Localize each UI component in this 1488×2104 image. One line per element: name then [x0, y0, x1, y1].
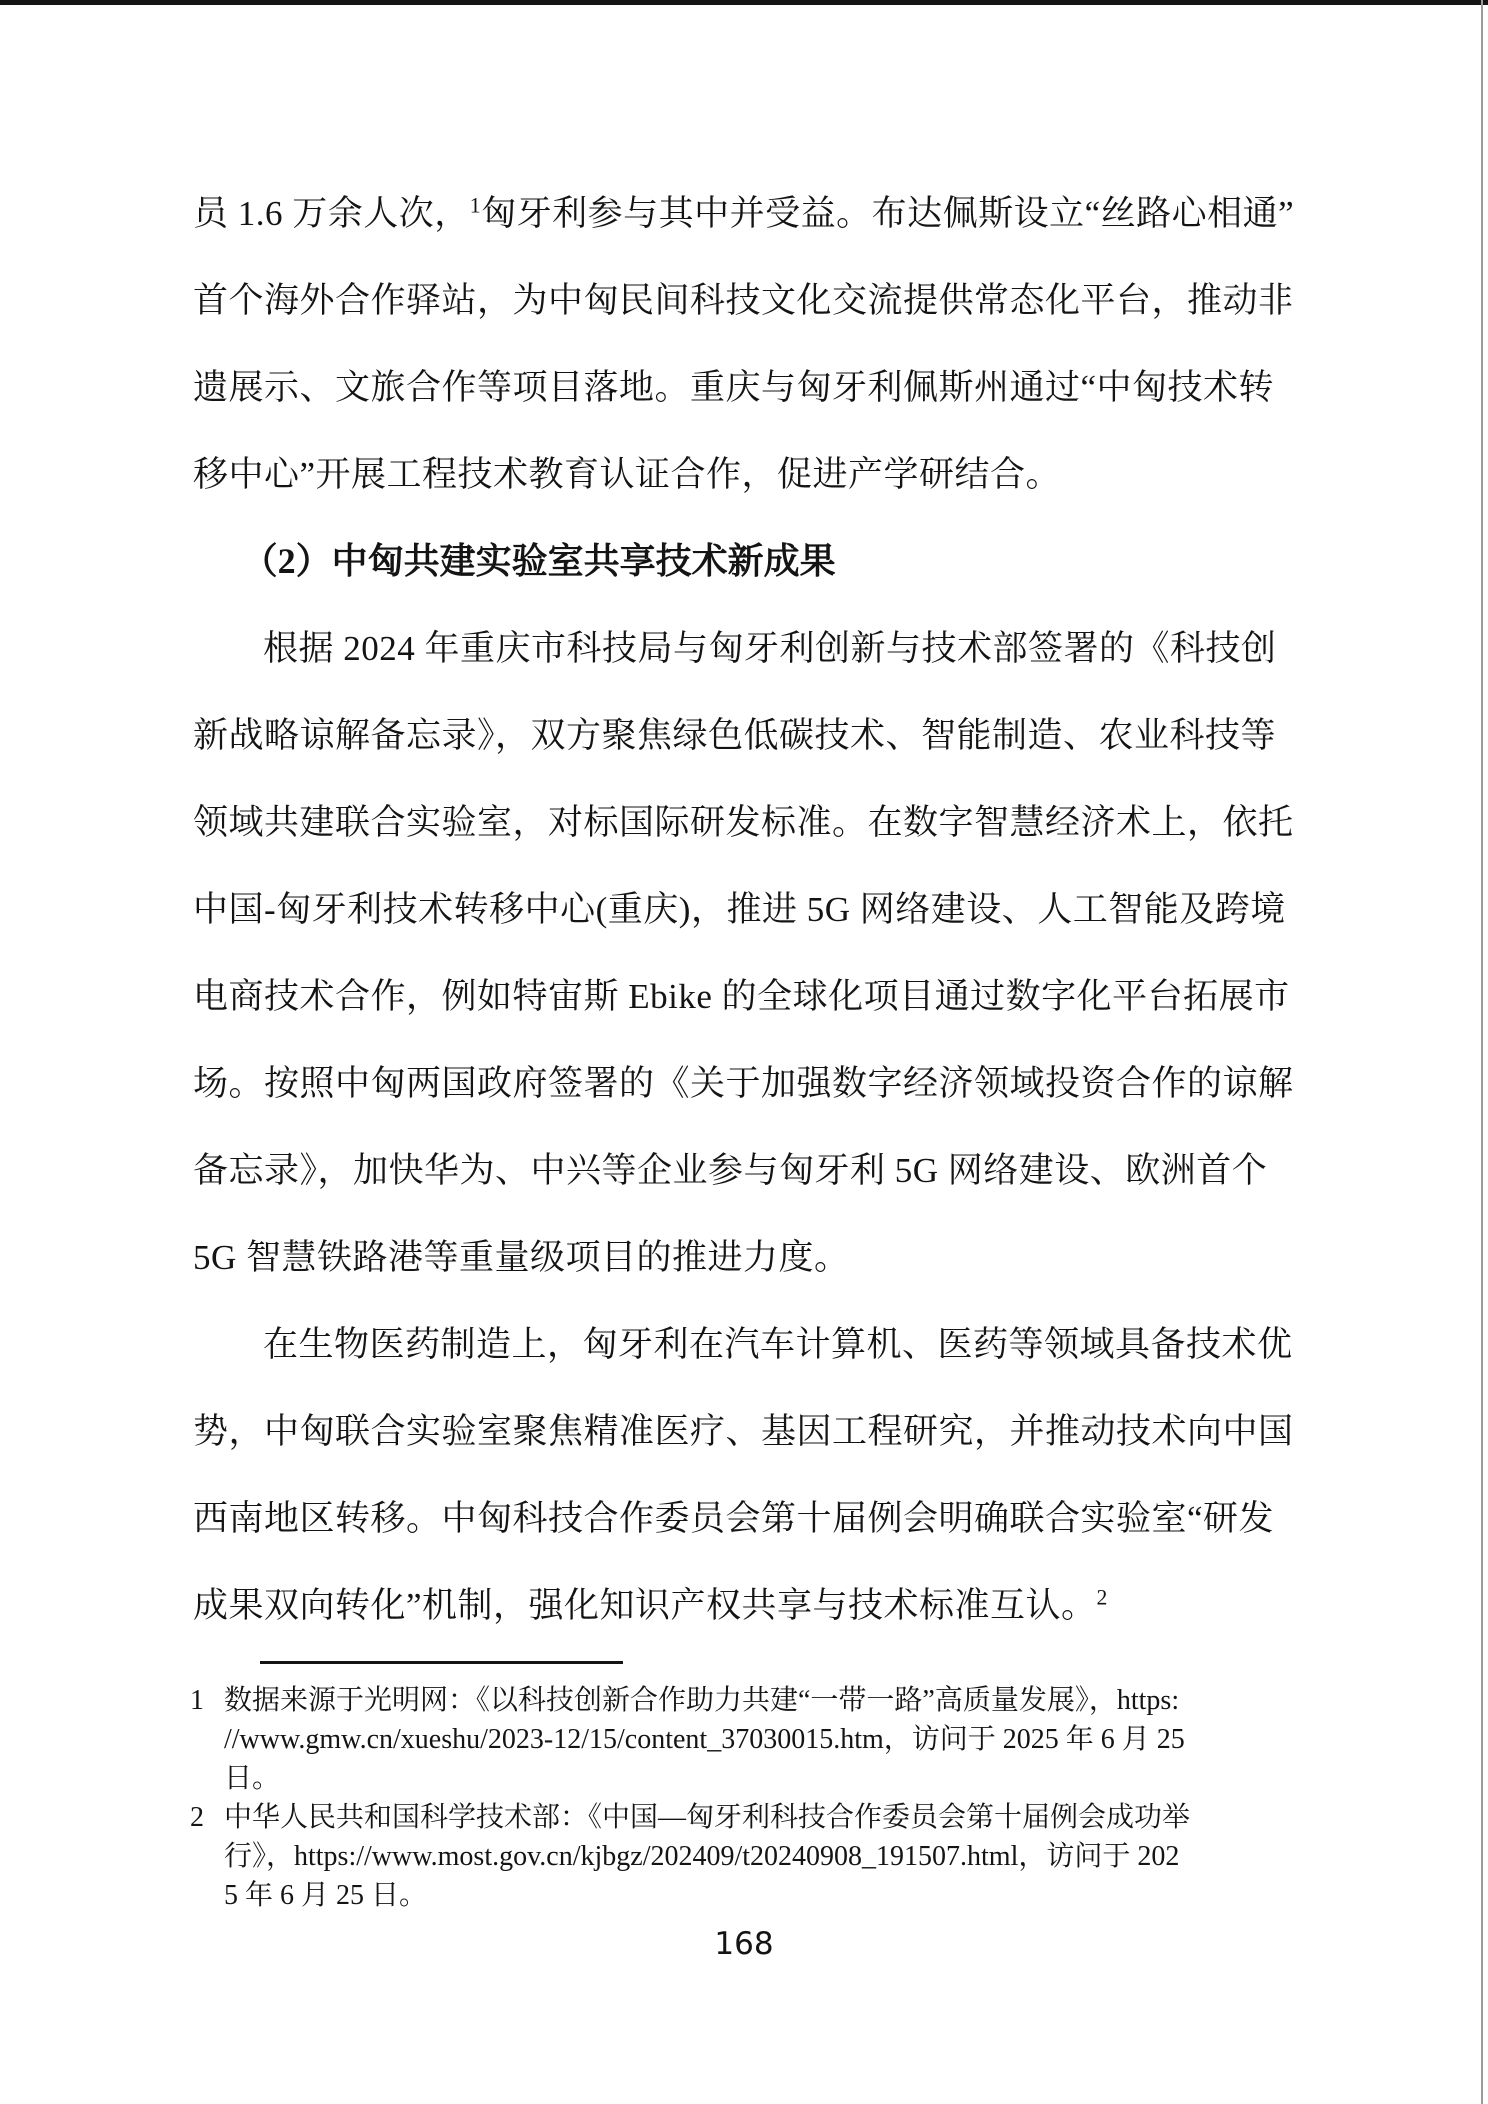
text-line: [193, 1301, 1303, 1388]
text-segment: 行》，https://www.most.gov.cn/kjbgz/202409/t20240908_191507.html，访问于 202: [224, 1841, 1180, 1872]
text-line: [193, 257, 1303, 344]
text-line: [224, 1837, 1320, 1876]
text-segment: 遗展示、文旅合作等项目落地。重庆与匈牙利佩斯州通过“中匈技术转: [193, 368, 1275, 407]
text-line: [193, 605, 1303, 692]
footnote-number: 1: [190, 1685, 204, 1716]
text-line: [224, 1759, 1320, 1798]
text-segment: 员 1.6 万余人次，: [193, 194, 470, 233]
paragraph-biomedicine: [193, 1301, 1303, 1649]
text-segment: 场。按照中匈两国政府签署的《关于加强数字经济领域投资合作的谅解: [193, 1064, 1294, 1103]
paragraph-silk-road-platform: [193, 170, 1303, 518]
text-line: [193, 1040, 1303, 1127]
text-line: [193, 1562, 1303, 1649]
text-line: [193, 779, 1303, 866]
text-segment: 领域共建联合实验室，对标国际研发标准。在数字智慧经济术上，依托: [193, 803, 1294, 842]
text-line: [193, 1214, 1303, 1301]
text-segment: 备忘录》，加快华为、中兴等企业参与匈牙利 5G 网络建设、欧洲首个: [193, 1151, 1268, 1190]
text-segment: 移中心”开展工程技术教育认证合作，促进产学研结合。: [193, 455, 1062, 494]
text-line: [193, 953, 1303, 1040]
page-number: 168: [714, 1926, 774, 1962]
footnote-reference: 2: [1096, 1585, 1108, 1610]
text-line: [193, 866, 1303, 953]
footnote-reference: 1: [469, 193, 482, 218]
text-segment: 首个海外合作驿站，为中匈民间科技文化交流提供常态化平台，推动非: [193, 281, 1294, 320]
text-segment: 在生物医药制造上，匈牙利在汽车计算机、医药等领域具备技术优: [263, 1325, 1293, 1364]
text-line: [193, 1475, 1303, 1562]
text-line: [224, 1720, 1320, 1759]
footnote-separator: [260, 1661, 623, 1664]
paragraph-joint-labs: [193, 605, 1303, 1301]
text-segment: 中华人民共和国科学技术部：《中国—匈牙利科技合作委员会第十届例会成功举: [224, 1802, 1191, 1833]
text-line: [193, 1127, 1303, 1214]
text-segment: 数据来源于光明网：《以科技创新合作助力共建“一带一路”高质量发展》，https:: [224, 1685, 1180, 1716]
text-line: [224, 1798, 1320, 1837]
text-line: [193, 344, 1303, 431]
footnote-number: 2: [190, 1802, 204, 1833]
text-line: [224, 1876, 1320, 1915]
text-line: [193, 170, 1303, 257]
text-segment: 根据 2024 年重庆市科技局与匈牙利创新与技术部签署的《科技创: [263, 629, 1277, 668]
text-line: [193, 1388, 1303, 1475]
text-segment: 成果双向转化”机制，强化知识产权共享与技术标准互认。: [193, 1586, 1097, 1625]
text-segment: 中国-匈牙利技术转移中心(重庆)，推进 5G 网络建设、人工智能及跨境: [193, 890, 1286, 929]
text-segment: 势，中匈联合实验室聚焦精准医疗、基因工程研究，并推动技术向中国: [193, 1412, 1294, 1451]
text-segment: 5 年 6 月 25 日。: [224, 1880, 428, 1911]
section-heading: （2）中匈共建实验室共享技术新成果: [241, 541, 836, 581]
text-segment: 日。: [224, 1763, 281, 1794]
text-line: [193, 692, 1303, 779]
text-segment: 匈牙利参与其中并受益。布达佩斯设立“丝路心相通”: [481, 194, 1295, 233]
top-border-bar: [0, 0, 1488, 5]
text-segment: 西南地区转移。中匈科技合作委员会第十届例会明确联合实验室“研发: [193, 1499, 1275, 1538]
body-text: [193, 170, 1303, 1649]
text-segment: 电商技术合作，例如特宙斯 Ebike 的全球化项目通过数字化平台拓展市: [193, 977, 1290, 1016]
footnotes-section: [190, 1681, 1320, 1915]
text-line: [193, 431, 1303, 518]
right-edge-line: [1481, 0, 1483, 2104]
text-segment: 新战略谅解备忘录》，双方聚焦绿色低碳技术、智能制造、农业科技等: [193, 716, 1277, 755]
text-segment: //www.gmw.cn/xueshu/2023-12/15/content_37030015.htm，访问于 2025 年 6 月 25: [224, 1724, 1185, 1755]
footnote-item: [190, 1681, 1320, 1798]
footnote-item: [190, 1798, 1320, 1915]
text-segment: 5G 智慧铁路港等重量级项目的推进力度。: [193, 1238, 850, 1277]
text-line: [224, 1681, 1320, 1720]
